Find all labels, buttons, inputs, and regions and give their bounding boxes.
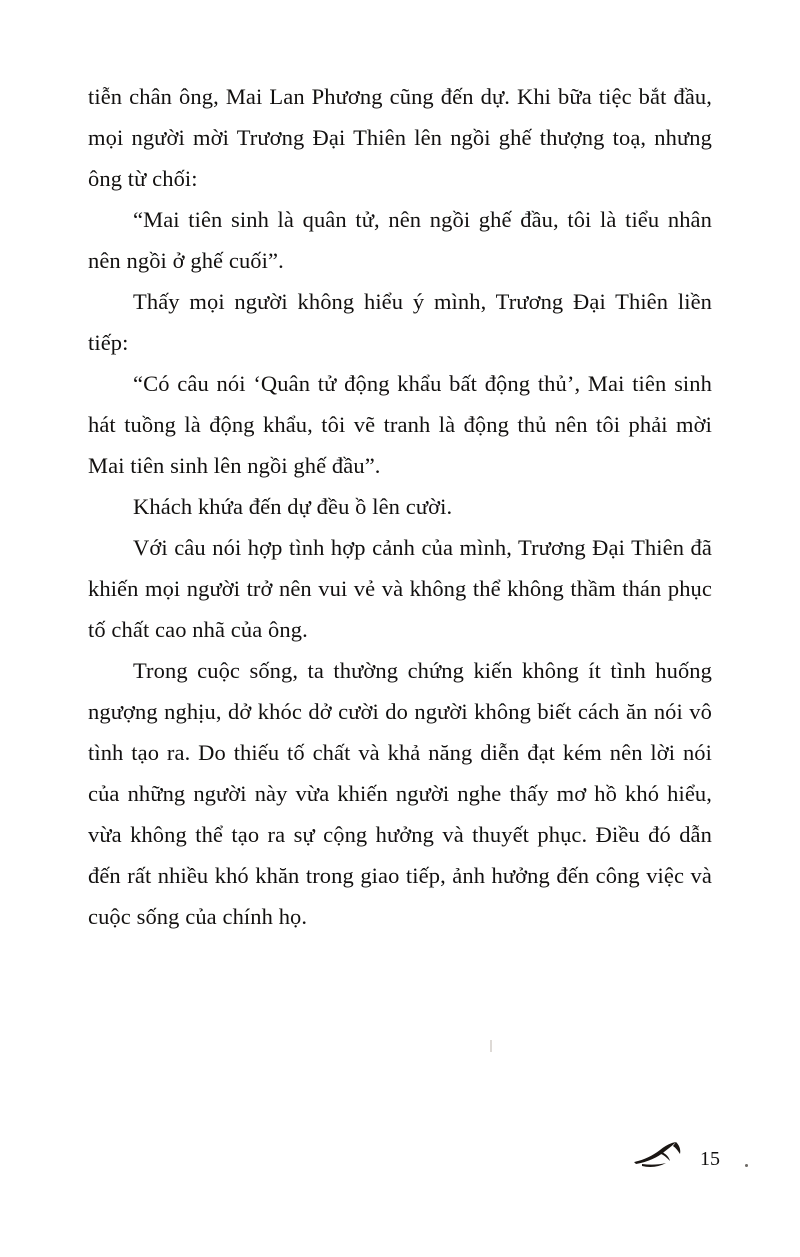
paragraph: tiễn chân ông, Mai Lan Phương cũng đến dự. Khi bữa tiệc bắt đầu, mọi người mời Trương Đại Thiên lên ngồi ghế thượng toạ, nhưng ông từ chối: [88, 84, 712, 191]
paragraph: Trong cuộc sống, ta thường chứng kiến không ít tình huống ngượng nghịu, dở khóc dở cười do người không biết cách ăn nói vô tình tạo ra. Do thiếu tố chất và khả năng diễn đạt kém nên lời nói của những người này vừa khiến người nghe thấy mơ hồ khó hiểu, vừa không thể tạo ra sự cộng hưởng và thuyết phục. Điều đó dẫn đến rất nhiều khó khăn trong giao tiếp, ảnh hưởng đến công việc và cuộc sống của chính họ. [88, 658, 712, 929]
page-footer [0, 1130, 800, 1210]
paragraph: Khách khứa đến dự đều ồ lên cười. [133, 494, 453, 519]
body-text [88, 76, 712, 937]
edge-dot-icon [745, 1164, 748, 1167]
paragraph: Với câu nói hợp tình hợp cảnh của mình, Trương Đại Thiên đã khiến mọi người trở nên vui vẻ và không thể không thầm thán phục tố chất cao nhã của ông. [88, 535, 712, 642]
paragraph: “Mai tiên sinh là quân tử, nên ngồi ghế đầu, tôi là tiểu nhân nên ngồi ở ghế cuối”. [88, 207, 712, 273]
page-smudge [490, 1040, 492, 1052]
bird-flourish-icon [632, 1140, 688, 1170]
paragraph: Thấy mọi người không hiểu ý mình, Trương Đại Thiên liền tiếp: [88, 289, 712, 355]
page-number: 15 [700, 1148, 720, 1170]
paragraph: “Có câu nói ‘Quân tử động khẩu bất động thủ’, Mai tiên sinh hát tuồng là động khẩu, tôi vẽ tranh là động thủ nên tôi phải mời Mai tiên sinh lên ngồi ghế đầu”. [88, 371, 712, 478]
